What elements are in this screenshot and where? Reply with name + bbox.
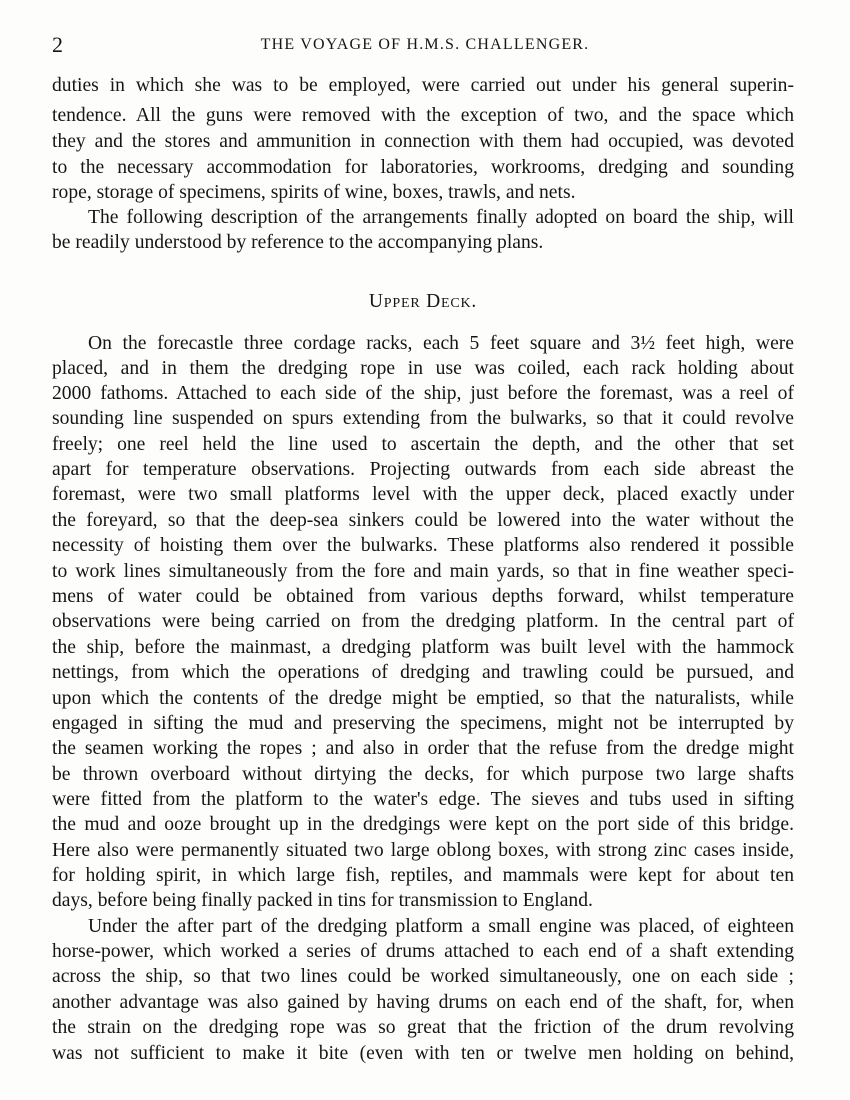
text-line: freely; one reel held the line used to ascertain the depth, and the other that set <box>52 434 794 455</box>
text-line: the seamen working the ropes ; and also in order that the refuse from the dredge might <box>52 738 794 759</box>
text-line: engaged in sifting the mud and preserving the specimens, might not be interrupted by <box>52 713 794 734</box>
page-number: 2 <box>52 32 63 57</box>
text-line: observations were being carried on from the dredging platform. In the central part of <box>52 611 794 632</box>
text-line: mens of water could be obtained from various depths forward, whilst temperature <box>52 586 794 607</box>
text-line: sounding line suspended on spurs extending from the bulwarks, so that it could revolve <box>52 408 794 429</box>
running-title: THE VOYAGE OF H.M.S. CHALLENGER. <box>260 36 590 53</box>
text-line: necessity of hoisting them over the bulwarks. These platforms also rendered it possible <box>52 535 794 556</box>
text-line: they and the stores and ammunition in connection with them had occupied, was devoted <box>52 131 794 152</box>
text-line: foremast, were two small platforms level with the upper deck, placed exactly under <box>52 484 794 505</box>
text-line: horse-power, which worked a series of drums attached to each end of a shaft extending <box>52 941 794 962</box>
text-line: to the necessary accommodation for laboratories, workrooms, dredging and sounding <box>52 157 794 178</box>
text-line: another advantage was also gained by having drums on each end of the shaft, for, when <box>52 992 794 1013</box>
text-line: the foreyard, so that the deep-sea sinkers could be lowered into the water without the <box>52 510 794 531</box>
text-line: Here also were permanently situated two large oblong boxes, with strong zinc cases inside, <box>52 840 794 861</box>
text-line: the strain on the dredging rope was so great that the friction of the drum revolving <box>52 1017 794 1038</box>
text-line: the ship, before the mainmast, a dredging platform was built level with the hammock <box>52 637 794 658</box>
text-line: The following description of the arrangements finally adopted on board the ship, will <box>88 207 794 228</box>
text-line: placed, and in them the dredging rope in use was coiled, each rack holding about <box>52 358 794 379</box>
text-line: 2000 fathoms. Attached to each side of the ship, just before the foremast, was a reel of <box>52 383 794 404</box>
text-line: the mud and ooze brought up in the dredgings were kept on the port side of this bridge. <box>52 814 794 835</box>
text-line: nettings, from which the operations of dredging and trawling could be pursued, and <box>52 662 794 683</box>
text-line: for holding spirit, in which large fish, reptiles, and mammals were kept for about ten <box>52 865 794 886</box>
running-head <box>52 32 798 58</box>
text-line: rope, storage of specimens, spirits of wine, boxes, trawls, and nets. <box>52 182 576 203</box>
text-line: On the forecastle three cordage racks, each 5 feet square and 3½ feet high, were <box>88 333 794 354</box>
text-line: duties in which she was to be employed, were carried out under his general superin- <box>52 75 794 96</box>
text-line: tendence. All the guns were removed with the exception of two, and the space which <box>52 105 794 126</box>
text-line: across the ship, so that two lines could be worked simultaneously, one on each side ; <box>52 966 794 987</box>
text-line: was not sufficient to make it bite (even with ten or twelve men holding on behind, <box>52 1043 794 1064</box>
section-heading: Upper Deck. <box>368 291 478 312</box>
text-line: upon which the contents of the dredge might be emptied, so that the naturalists, while <box>52 688 794 709</box>
text-line: to work lines simultaneously from the fore and main yards, so that in fine weather speci- <box>52 561 794 582</box>
text-line: were fitted from the platform to the water's edge. The sieves and tubs used in sifting <box>52 789 794 810</box>
text-line: Under the after part of the dredging platform a small engine was placed, of eighteen <box>88 916 794 937</box>
text-line: be readily understood by reference to the accompanying plans. <box>52 232 544 253</box>
text-line: days, before being finally packed in tins for transmission to England. <box>52 890 593 911</box>
text-line: apart for temperature observations. Projecting outwards from each side abreast the <box>52 459 794 480</box>
text-line: be thrown overboard without dirtying the decks, for which purpose two large shafts <box>52 764 794 785</box>
